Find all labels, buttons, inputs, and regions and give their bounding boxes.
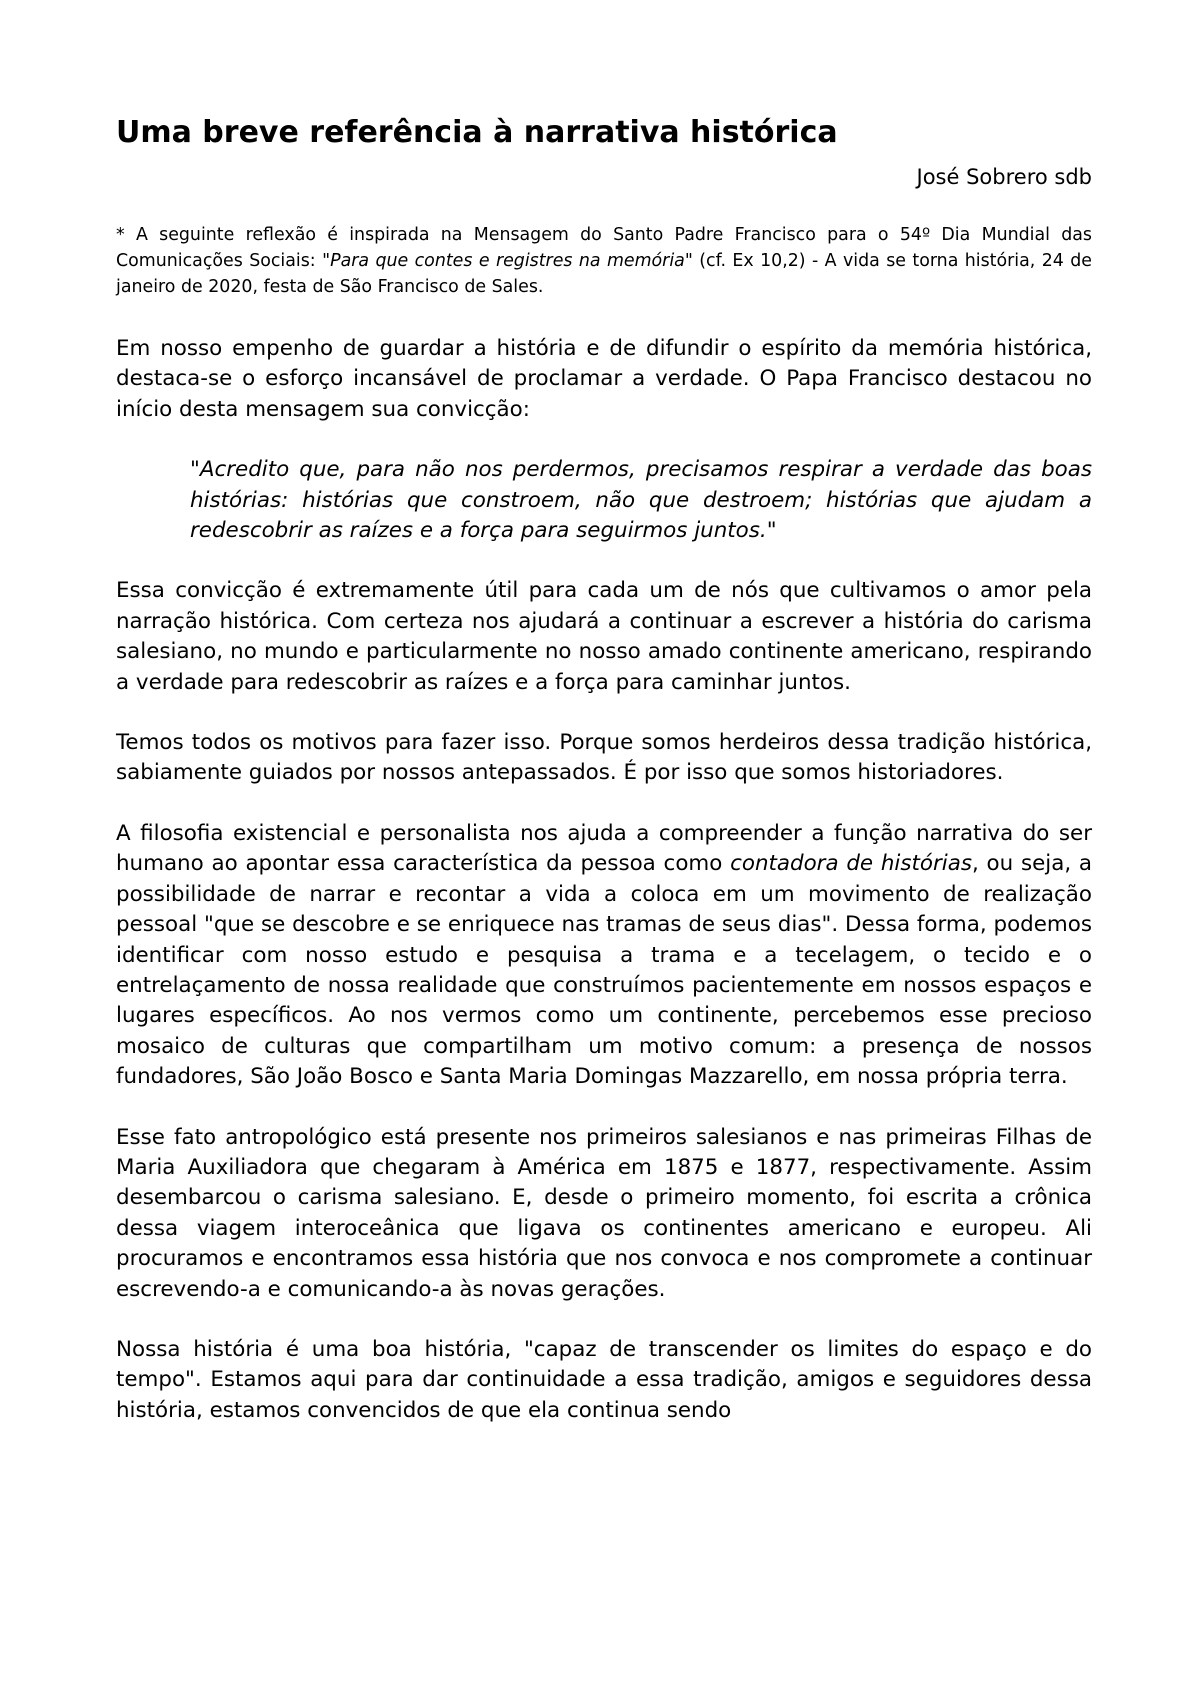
paragraph-5: Esse fato antropológico está presente nos primeiros salesianos e nas primeiras Filhas de Maria Auxiliadora que chegaram à América em 1875 e 1877, respectivamente. Assim desembarcou o carisma salesiano. E, desde o primeiro momento, foi escrita a crônica dessa viagem interoceânica que ligava os continentes americano e europeu. Ali procuramos e encontramos essa história que nos convoca e nos compromete a continuar escrevendo-a e comunicando-a às novas gerações. [116,1124,1092,1302]
footnote-prefix: * A seguinte reflexão é inspirada na Mensagem do Santo Padre Francisco para o 54º Dia Mundial das Comunicações Sociais: " [116,225,1092,271]
document-title: Uma breve referência à narrativa histórica [116,115,838,150]
footnote-suffix: " (cf. Ex 10,2) - A vida se torna história, 24 de janeiro de 2020, festa de São Francisco de Sales. [116,251,1092,297]
paragraph-4-suffix: , ou seja, a possibilidade de narrar e recontar a vida a coloca em um movimento de realização pessoal "que se descobre e se enriquece nas tramas de seus dias". Dessa forma, podemos identificar com nosso estudo e pesquisa a trama e a tecelagem, o tecido e o entrelaçamento de nossa realidade que construímos pacientemente em nossos espaços e lugares específicos. Ao nos vermos como um continente, percebemos esse precioso mosaico de culturas que compartilham um motivo comum: a presença de nossos fundadores, São João Bosco e Santa Maria Domingas Mazzarello, em nossa própria terra. [116,851,1093,1090]
author-name: José Sobrero sdb [916,165,1092,189]
document-page [116,110,1092,1426]
paragraph-2: Essa convicção é extremamente útil para cada um de nós que cultivamos o amor pela narração histórica. Com certeza nos ajudará a continuar a escrever a história do carisma salesiano, no mundo e particularmente no nosso amado continente americano, respirando a verdade para redescobrir as raízes e a força para caminhar juntos. [116,578,1092,695]
paragraph-4 [116,819,1092,1093]
block-quote [190,455,1092,546]
quote-close-mark: " [766,518,777,544]
paragraph-3: Temos todos os motivos para fazer isso. Porque somos herdeiros dessa tradição histórica, sabiamente guiados por nossos antepassados. É por isso que somos historiadores. [116,730,1092,786]
footnote-reference [116,222,1092,300]
quote-open-mark: " [190,457,200,483]
paragraph-6: Nossa história é uma boa história, "capaz de transcender os limites do espaço e do tempo". Estamos aqui para dar continuidade a essa tradição, amigos e seguidores dessa história, estamos convencidos de que ela continua sendo [116,1336,1092,1423]
paragraph-4-italic: contadora de histórias [730,851,972,877]
quote-text: Acredito que, para não nos perdermos, precisamos respirar a verdade das boas histórias: histórias que constroem, não que destroem; histórias que ajudam a redescobrir as raízes e a força para seguirmos juntos. [190,457,1092,544]
footnote-italic-title: Para que contes e registres na memória [330,251,685,271]
paragraph-1: Em nosso empenho de guardar a história e de difundir o espírito da memória histórica, destaca-se o esforço incansável de proclamar a verdade. O Papa Francisco destacou no início desta mensagem sua convicção: [116,336,1092,422]
paragraph-4-prefix: A filosofia existencial e personalista nos ajuda a compreender a função narrativa do ser humano ao apontar essa característica da pessoa como [116,820,1092,877]
